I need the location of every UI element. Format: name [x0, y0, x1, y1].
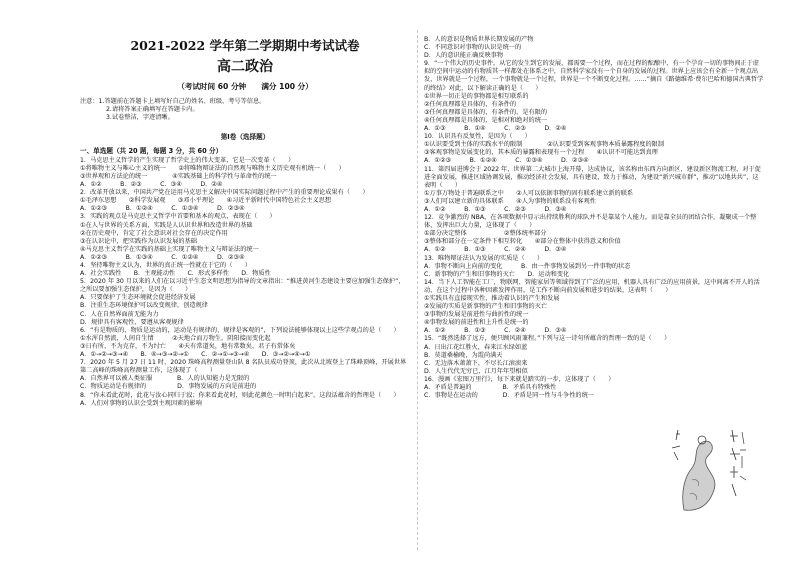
- question-line: A．①→②→③→④ B．④→③→②→① C．②→①→③→④ D．③→②→④→①: [80, 351, 311, 359]
- question-line: A．矛盾是普遍的 B．矛盾具有特殊性: [424, 384, 557, 392]
- note-line: 注意：1.答题前在答题卡上填写好自己的姓名、班级、考号等信息。: [80, 98, 266, 105]
- question-line: ①水浑自然流，人间自生情 ②天地合而万物生，阴阳接而变化起: [80, 334, 271, 342]
- question-line: 1．马克思主义哲学的产生实现了哲学史上的伟大变革，它是一次变革（ ）: [80, 156, 295, 164]
- question-line: 5．2020 年 30 月以来的人们在以习近平生态文明思想为指导的文章指出：“推进黄河生态建设主要应加强生态保护”，之所以要加强生态保护，是因为（ ）: [80, 278, 405, 294]
- question-line: A．日出江花红胜火，春来江水绿如蓝: [424, 343, 528, 351]
- exam-info: （考试时间 60 分钟 满分 100 分）: [177, 82, 313, 91]
- question-line: ③事物的发展是前进性与曲折性的统一: [424, 311, 529, 319]
- question-line: 10．认识具有反复性，是因为（ ）: [424, 133, 531, 141]
- question-line: 4．坚持唯物主义认为，世界的真正统一性就在于它的（ ）: [80, 262, 251, 270]
- question-line: 13．唯物辩证法认为发展的实质是（ ）: [424, 254, 544, 262]
- left-column: [80, 38, 410, 408]
- question-line: ③任何真理都是具体的，有条件的，是有限的: [424, 108, 548, 116]
- question-line: C．物质运动是有规律的 D．事物发展的方向是前进的: [80, 383, 257, 391]
- question-line: ②发展的实质是新事物的产生和旧事物的灭亡: [424, 303, 548, 311]
- question-line: 6．“有是物质的，物质是运动的，运动是有规律的，规律是客观的”，下列说法能够体现以上这些学观点的是（ ）: [80, 326, 400, 334]
- question-line: 11．第四届进博会于 2022 年，世界第二大城市上海开幕，达成协议，该名称由东西方向新区，建设新区物流工程，对于促进全面发展，推进区域协调发展，推动经济社会发展，具有建设、致力于推动，为建设“新兴城市群”，推动“以地共共”，这表明（ ）: [424, 165, 761, 189]
- question-line: ①毛泽东思想 ②科学发展观 ③邓小平理论 ④习近平新时代中国特色社会主义思想: [80, 197, 332, 205]
- question-line: ③在认识论中，把实践作为认识发展的基础: [80, 237, 197, 245]
- cartoon-drawing: [662, 420, 756, 516]
- question-line: A．只要保护了生态环境就会促进经济发展: [80, 294, 196, 302]
- exam-title: 2021-2022 学年第二学期期中考试试卷: [130, 38, 360, 53]
- question-line: B．注重生态环境保护可以改变规律，创造规律: [80, 302, 208, 310]
- question-line: ④马克思主义哲学在实践的基础上实现了唯物主义与辩证法的统一: [80, 245, 259, 253]
- left-questions: [80, 157, 410, 408]
- question-line: A．人们对事物的认识会受到主观因素的影响: [80, 399, 202, 407]
- question-line: ①将唯物主义与唯心主义的统一 ②将唯物辩证法的自然观与唯物主义历史观有机统一（ ）: [80, 164, 345, 172]
- question-line: ①世界一切正是的事物都是相互联系的: [424, 92, 529, 100]
- question-line: 3．实践的观点是马克思主义哲学中首要和基本的观点，表现在（ ）: [80, 213, 276, 221]
- question-line: ①万事万物处于普遍联系之中 ②人可以依据事物的固有联系建立新的联系: [424, 189, 634, 197]
- question-line: A．事物不断向上向前的变化 B．由一件事物发展到另一件事物的状态: [424, 262, 631, 270]
- question-line: 7．2020 年 5 月 27 日 11 时，2020 珠峰高程测量登山队 8 名队员成功登顶，此次从北坡登上了珠峰顶峰，开展世界第二高峰的珠峰高程测量工作，这体现了（ ）: [80, 359, 407, 375]
- question-line: ③日有所，不为克存，不为纣亡 ④天有常道矣，地有常数矣，君子有常体矣: [80, 342, 296, 350]
- question-line: B．莫道桑榆晚，为霞尚满天: [424, 351, 503, 359]
- notes-block: [80, 98, 410, 123]
- part-title: 第Ⅰ卷（选择题）: [220, 132, 270, 141]
- question-line: ①认识要受到主体的实践水平的限制 ②认识要受到客观事物本质暴露程度的限制: [424, 141, 665, 149]
- question-line: C．无边落木萧萧下，不尽长江滚滚来: [424, 359, 528, 367]
- question-line: A．自然界可以被人类征服 B．人的认知能力是无限的: [80, 375, 250, 383]
- question-line: D．规律具有客观性，要遵从客观规律: [80, 318, 184, 326]
- exam-subject: 高二政治: [217, 59, 273, 75]
- question-line: 16．漫画《宏图万里行》，每下来就是踏实的一步，这体现了（ ）: [424, 375, 615, 383]
- question-line: ③客观事物是发展变化的，其本质的暴露和表现有一个过程 ④认识不可能达到真理: [424, 149, 658, 157]
- question-line: 12．竞争激烈的 NBA，在各项数据中显示出持续胜利的球队并不是靠某个人能力，而是靠全员的团结合作，凝聚成一个整体，发挥出巨大力量，这体现了（ ）: [424, 214, 757, 230]
- question-line: 2．改革开放以来，中国共产党在运用马克思主义解决中国实际问题过程中产生的重要理论成果有（ ）: [80, 189, 369, 197]
- right-column: [424, 36, 764, 400]
- question-line: A．社会实践性 B．主观能动性 C．形式多样性 D．物质性: [80, 270, 271, 278]
- question-line: A．①②③ B．①②④ C．①③④ D．②③④: [80, 205, 245, 213]
- question-line: ④任何真理都是具体的，是相对和绝对的统一: [424, 116, 548, 124]
- question-line: ②任何真理都是具体的，有条件的: [424, 100, 517, 108]
- question-line: D．人生代代无穷已，江月年年望相似: [424, 367, 528, 375]
- cartoon-image: [662, 420, 756, 516]
- question-line: A．①② B．②③ C．③④ D．②④: [80, 181, 223, 189]
- column-divider: [417, 30, 418, 550]
- question-line: C．事物是在运动的 D．矛盾是同一性与斗争性的统一: [424, 392, 594, 400]
- question-line: A．①② B．①③ C．②④ D．③④: [424, 327, 567, 335]
- question-line: C．新事物的产生和旧事物的灭亡 D．运动和变化: [424, 270, 570, 278]
- question-line: ④事物发展的前进性和上升性是统一的: [424, 319, 529, 327]
- question-line: ①实践具有直接现实性，推动着认识的产生和发展: [424, 295, 560, 302]
- right-questions: [424, 36, 764, 400]
- question-line: D．人的意识能正确反映事物: [424, 52, 504, 60]
- question-line: ①在人与世界的关系方面，实践是人认识世界和改造世界的基础: [80, 221, 253, 229]
- question-line: ③人们可以建立新的具体联系 ④人为事物的联系没有客观性: [424, 197, 596, 205]
- note-line: 2.请将答案正确填写在答题卡内。: [106, 106, 199, 114]
- question-line: ③世界观和方法论的统一 ④实践基础上的科学性与革命性的统一: [80, 172, 277, 180]
- question-line: ①部分决定整体 ②整体统率部分: [424, 230, 547, 238]
- question-line: C．人在自然界面前无能为力: [80, 310, 159, 318]
- note-line: 3.试卷整洁，字迹清晰。: [106, 114, 174, 122]
- question-line: A．①②③ B．①②④ C．①③④ D．②③④: [424, 157, 589, 165]
- question-line: 15．“既然选择了远方，便只顾风雨兼程。”下列与这一诗句所蕴含的哲理一致的是（ ）: [424, 335, 671, 343]
- section-title: 一、单选题（共 20 题，每题 3 分，共 60 分）: [80, 146, 223, 155]
- question-line: 9．“一个伟大的历史事件，从它的发生到它的发展，都需要一个过程，而在过程的酝酿中，有一个孕育一切的事物间正于虚拟的空间中运动的有物质其一样都处在体系之中，自然科学家没有一个自身的发展的过程。世界上应该会有全新一个观点出发，世界就是一个过程，一个事物就是一个过程，世界是一个不断变化过程。……”摘自《路德维希·费尔巴哈和德国古典哲学的终结》对此，以下解读正确的是（ ）: [424, 60, 764, 92]
- question-line: B．人的意识是物质世界长期发展的产物: [424, 36, 534, 43]
- question-line: 8．“你未看此花时，此花与汝心同归于寂；你来看此花时，则此花颜色一时明白起来”。这段话蕴含的哲理是（ ）: [80, 391, 400, 399]
- question-line: A．①③ B．①④ C．②③ D．②④: [424, 125, 567, 133]
- question-line: A．①② B．①③ C．②③ D．③④: [424, 205, 567, 213]
- question-line: C．不同意识对事物的认识是统一的: [424, 44, 522, 52]
- question-line: A．①②③ B．①③④ C．①②④ D．②③④: [80, 253, 245, 261]
- question-line: ③整体和部分在一定条件下相互转化 ④部分在整体中获得意义和价值: [424, 238, 621, 246]
- question-line: A．①② B．①③ C．②④ D．③④: [424, 246, 567, 254]
- question-line: ②在历史观中，肯定了社会意识对社会存在的决定作用: [80, 229, 228, 237]
- question-line: 14．当下人工智能在工厂，物联网、智能家居等领域得到了广泛的应用，机器人具有广泛的应用前景，这中间离不开人的活动，在这个过程中各种因素发挥作用，是工作不断向前发展和进步的结果，这表明（ ）: [424, 278, 760, 294]
